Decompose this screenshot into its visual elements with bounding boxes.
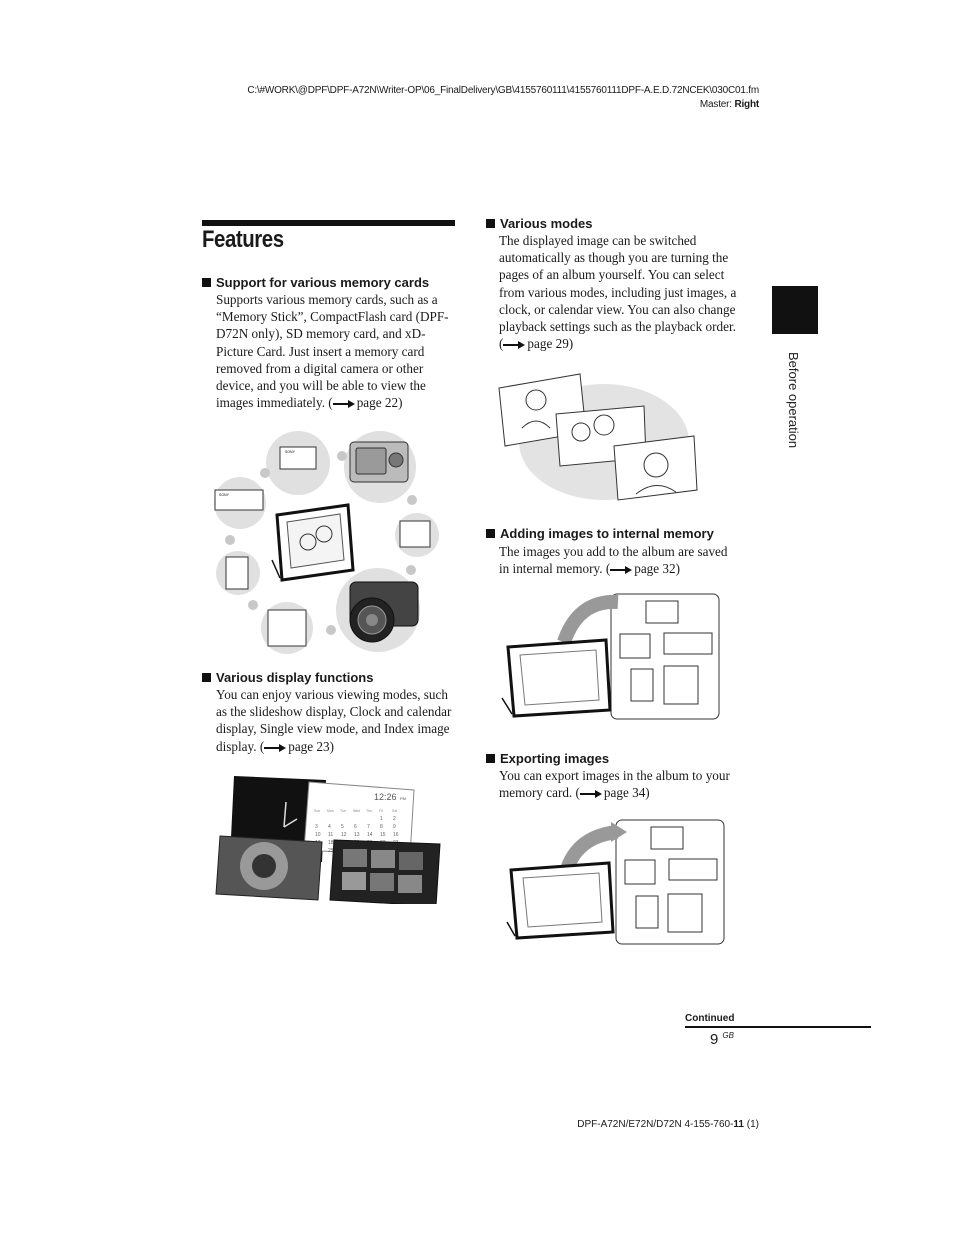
calendar-day-label: Wed xyxy=(353,809,361,813)
calendar-date: 8 xyxy=(380,824,383,830)
calendar-date: 7 xyxy=(367,824,370,830)
compactflash-card-icon xyxy=(268,610,306,646)
calendar-date: 13 xyxy=(354,832,360,838)
photo-frame-icon xyxy=(272,505,353,580)
page-ref-arrow-icon xyxy=(264,743,288,752)
calendar-day-label: Fri xyxy=(379,809,384,813)
calendar-date: 10 xyxy=(315,832,321,838)
photo-frame-icon xyxy=(507,863,613,938)
calendar-day-label: Mon xyxy=(327,809,334,813)
memory-stick-card-icon xyxy=(646,601,678,623)
memory-stick-card-icon xyxy=(664,633,712,654)
memory-stick-card-icon xyxy=(669,859,717,880)
calendar-date: 14 xyxy=(367,832,373,838)
album-pages-illustration xyxy=(494,370,704,505)
single-view-image xyxy=(216,836,322,900)
album-photo-3 xyxy=(614,436,697,500)
section-body-memory-cards: Supports various memory cards, such as a “Memory Stick”, CompactFlash card (DPF- D72N only), SD memory card, and xD- Picture Card. Just insert a memory card removed from a digital camera or other device, and you will be able to view the images immediately. ( page 22) xyxy=(216,292,449,411)
xd-card-icon xyxy=(625,860,655,884)
calendar-date: 25 xyxy=(328,848,334,854)
bullet-square-icon xyxy=(486,219,495,228)
page-ref-arrow-icon xyxy=(333,399,357,408)
xd-card-icon xyxy=(400,521,430,547)
dot xyxy=(225,535,235,545)
dot xyxy=(260,468,270,478)
memory-cards-illustration xyxy=(210,430,450,655)
index-view-image xyxy=(330,840,440,904)
calendar-date: 9 xyxy=(393,824,396,830)
calendar-date: 11 xyxy=(328,832,334,838)
svg-text:PM: PM xyxy=(400,796,406,801)
dot xyxy=(337,451,347,461)
bullet-square-icon xyxy=(486,754,495,763)
continued-rule xyxy=(685,1026,871,1028)
page-ref-arrow-icon xyxy=(503,340,527,349)
calendar-date: 15 xyxy=(380,832,386,838)
section-body-various-modes: The displayed image can be switched automatically as though you are turning the pages of an album yourself. You can select from various modes, including just images, a clock, or calendar view. You can also change playback settings such as the playback order. ( page 29) xyxy=(499,233,737,352)
xd-card-icon xyxy=(620,634,650,658)
page-ref-arrow-icon xyxy=(580,789,604,798)
section-heading-internal-memory: Adding images to internal memory xyxy=(486,526,714,541)
import-arrow-icon xyxy=(564,602,618,642)
sd-card-icon xyxy=(631,669,653,701)
master-line: Master: Right xyxy=(699,99,759,110)
memory-stick-card-icon xyxy=(651,827,683,849)
page-ref-exporting: page 34) xyxy=(603,785,650,801)
calendar-day-label: Sun xyxy=(314,809,321,813)
display-modes-illustration xyxy=(214,772,444,904)
svg-text:SONY: SONY xyxy=(285,450,295,454)
photo-frame-icon xyxy=(502,640,610,716)
page-ref-memory-cards: page 22) xyxy=(356,395,403,411)
bullet-square-icon xyxy=(486,529,495,538)
page-ref-various-modes: page 29) xyxy=(527,336,574,352)
model-footer: DPF-A72N/E72N/D72N 4-155-760-11 (1) xyxy=(577,1119,759,1130)
sd-card-icon xyxy=(226,557,248,589)
section-heading-various-modes: Various modes xyxy=(486,216,592,231)
chapter-tab-marker xyxy=(772,286,818,334)
file-path-header xyxy=(247,84,759,112)
svg-text:SONY: SONY xyxy=(219,493,229,497)
section-body-exporting: You can export images in the album to your memory card. ( page 34) xyxy=(499,768,730,801)
section-body-display-functions: You can enjoy various viewing modes, such as the slideshow display, Clock and calendar display, Single view mode, and Index image display. ( page 23) xyxy=(216,687,452,754)
calendar-date: 12 xyxy=(341,832,347,838)
calendar-date: 6 xyxy=(354,824,357,830)
continued-label: Continued xyxy=(685,1013,735,1024)
page-title: Features xyxy=(202,226,284,253)
calendar-day-label: Thu xyxy=(366,809,373,813)
dot xyxy=(407,495,417,505)
page-ref-internal-memory: page 32) xyxy=(634,561,680,577)
bullet-square-icon xyxy=(202,673,211,682)
bullet-square-icon xyxy=(202,278,211,287)
section-heading-memory-cards: Support for various memory cards xyxy=(202,275,429,290)
svg-text:12:26: 12:26 xyxy=(374,792,397,802)
calendar-date: 5 xyxy=(341,824,344,830)
calendar-day-label: Tue xyxy=(340,809,346,813)
calendar-date: 18 xyxy=(328,840,334,846)
page-ref-arrow-icon xyxy=(610,565,634,574)
page-ref-display-functions: page 23) xyxy=(288,738,335,754)
dot xyxy=(326,625,336,635)
file-path: C:\#WORK\@DPF\DPF-A72N\Writer-OP\06_FinalDelivery\GB\4155760111\4155760111DPF-A.E.D.72NCEK\030C01.fm xyxy=(247,85,759,96)
compact-camera-icon xyxy=(350,442,408,482)
calendar-date: 2 xyxy=(393,816,396,822)
section-heading-exporting: Exporting images xyxy=(486,751,609,766)
dot xyxy=(248,600,258,610)
calendar-date: 16 xyxy=(393,832,399,838)
calendar-date: 3 xyxy=(315,824,318,830)
sd-card-icon xyxy=(636,896,658,928)
exporting-illustration xyxy=(505,818,727,948)
section-body-internal-memory: The images you add to the album are saved in internal memory. ( page 32) xyxy=(499,544,728,577)
chapter-label: Before operation xyxy=(786,352,801,449)
compactflash-card-icon xyxy=(668,894,702,932)
calendar-day-label: Sat xyxy=(392,809,398,813)
calendar-date: 1 xyxy=(380,816,383,822)
compactflash-card-icon xyxy=(664,666,698,704)
calendar-date: 4 xyxy=(328,824,331,830)
page-number: 9 $^{GB}$ xyxy=(710,1031,734,1048)
dot xyxy=(406,565,416,575)
section-heading-display-functions: Various display functions xyxy=(202,670,373,685)
internal-memory-illustration xyxy=(498,592,723,722)
